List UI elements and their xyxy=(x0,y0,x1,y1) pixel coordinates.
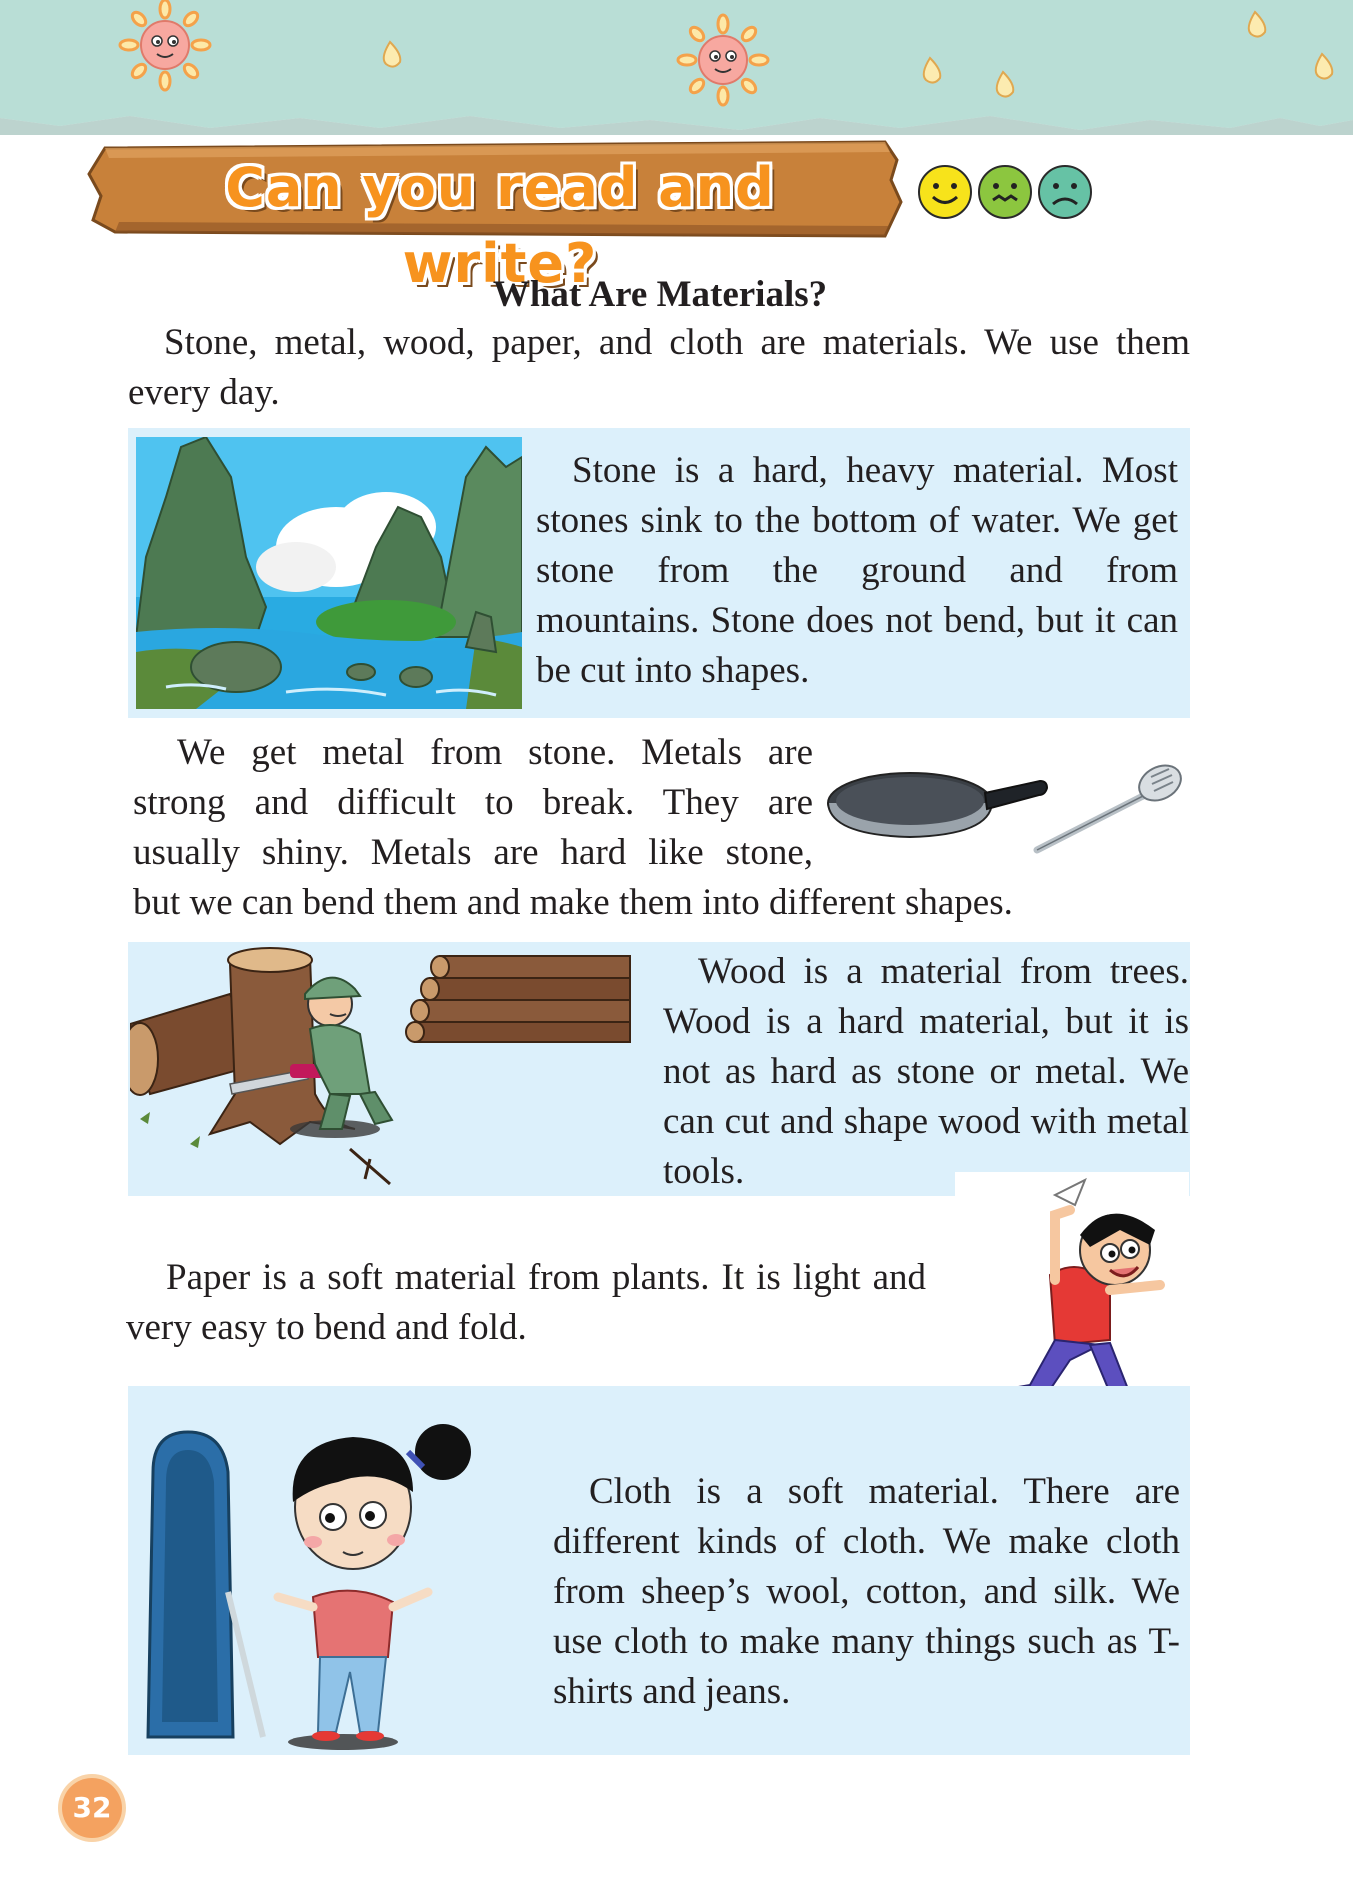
woodcutter-illustration xyxy=(130,944,650,1194)
wood-paragraph xyxy=(663,947,1189,1197)
header-decoration xyxy=(0,0,1353,135)
article-title: What Are Materials? xyxy=(492,274,828,315)
pan-and-spatula-illustration xyxy=(825,755,1185,865)
girl-with-mirror-illustration xyxy=(138,1392,538,1752)
neutral-face-icon xyxy=(979,166,1031,218)
metal-line-4: but we can bend them and make them into different shapes. xyxy=(133,882,1013,923)
wood-text: Wood is a material from trees. Wood is a hard material, but it is not as hard as stone or metal. We can cut and shape wood with metal tools. xyxy=(663,951,1189,1192)
sad-face-icon xyxy=(1039,166,1091,218)
stone-text: Stone is a hard, heavy material. Most stones sink to the bottom of water. We get stone from the ground and from mountains. Stone does not bend, but it can be cut into shapes. xyxy=(536,450,1178,691)
sun-icon xyxy=(120,0,210,90)
rating-faces xyxy=(915,162,1095,222)
paper-text: Paper is a soft material from plants. It is light and very easy to bend and fold. xyxy=(126,1257,926,1348)
cloth-text: Cloth is a soft material. There are different kinds of cloth. We make cloth from sheep’s wool, cotton, and silk. We use cloth to make many things such as T-shirts and jeans. xyxy=(553,1471,1180,1712)
intro-paragraph xyxy=(128,318,1190,418)
intro-text: Stone, metal, wood, paper, and cloth are materials. We use them every day. xyxy=(128,322,1190,413)
happy-face-icon xyxy=(919,166,971,218)
banner-title: Can you read and write? xyxy=(225,156,775,295)
metal-line-3: usually shiny. Metals are hard like stone, xyxy=(133,832,813,873)
stone-paragraph xyxy=(536,446,1178,696)
cloth-paragraph xyxy=(553,1467,1180,1717)
paper-paragraph xyxy=(126,1253,926,1353)
metal-line-1 xyxy=(133,728,813,778)
stone-mountains-illustration xyxy=(136,437,522,709)
page-number: 32 xyxy=(62,1778,122,1838)
metal-paragraph xyxy=(133,728,813,878)
metal-line-1-text: We get metal from stone. Metals are xyxy=(177,732,813,773)
metal-line-2: strong and difficult to break. They are xyxy=(133,782,813,823)
sun-icon xyxy=(678,15,768,105)
